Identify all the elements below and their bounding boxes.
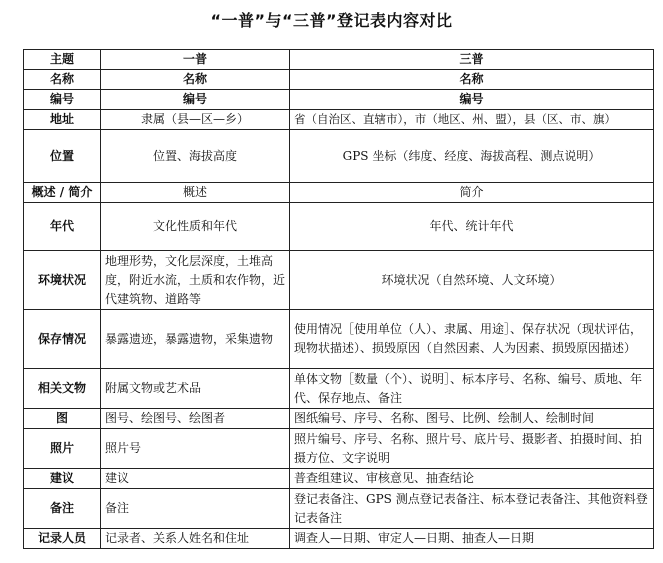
first-census-cell: 照片号	[101, 429, 290, 469]
table-row-address	[24, 110, 654, 130]
third-census-cell: 使用情况［使用单位（人）、隶属、用途］、保存状况（现状评估，现物状描述）、损毁原因（自然因素、人为因素、损毁原因描述）	[290, 310, 654, 369]
third-census-cell: 环境状况（自然环境、人文环境）	[290, 251, 654, 310]
table-row-preservation	[24, 310, 654, 369]
row-label: 备注	[24, 489, 101, 529]
row-label: 位置	[24, 130, 101, 183]
first-census-cell: 暴露遗迹，暴露遗物，采集遗物	[101, 310, 290, 369]
third-census-cell: 单体文物［数量（个）、说明］、标本序号、名称、编号、质地、年代、保存地点、备注	[290, 369, 654, 409]
third-census-cell: 省（自治区、直辖市），市（地区、州、盟），县（区、市、旗）	[290, 110, 654, 130]
table-row-name	[24, 70, 654, 90]
row-label: 概述 / 简介	[24, 183, 101, 203]
row-label: 记录人员	[24, 529, 101, 549]
table-row-location	[24, 130, 654, 183]
third-census-cell: GPS 坐标（纬度、经度、海拔高程、测点说明）	[290, 130, 654, 183]
third-census-cell: 调查人—日期、审定人—日期、抽查人—日期	[290, 529, 654, 549]
first-census-cell: 编号	[101, 90, 290, 110]
table-row-header	[24, 50, 654, 70]
first-census-cell: 位置、海拔高度	[101, 130, 290, 183]
first-census-cell: 概述	[101, 183, 290, 203]
third-census-cell: 图纸编号、序号、名称、图号、比例、绘制人、绘制时间	[290, 409, 654, 429]
row-label: 地址	[24, 110, 101, 130]
row-label: 保存情况	[24, 310, 101, 369]
first-census-cell: 记录者、关系人姓名和住址	[101, 529, 290, 549]
header-topic: 主题	[24, 50, 101, 70]
table-row-related-relics	[24, 369, 654, 409]
third-census-cell: 简介	[290, 183, 654, 203]
header-first-census: 一普	[101, 50, 290, 70]
first-census-cell: 备注	[101, 489, 290, 529]
table-title: “一普”与“三普”登记表内容对比	[210, 11, 453, 30]
table-row-number	[24, 90, 654, 110]
first-census-cell: 隶属（县—区—乡）	[101, 110, 290, 130]
third-census-cell: 编号	[290, 90, 654, 110]
row-label: 环境状况	[24, 251, 101, 310]
header-third-census: 三普	[290, 50, 654, 70]
row-label: 名称	[24, 70, 101, 90]
first-census-cell: 文化性质和年代	[101, 203, 290, 251]
row-label: 年代	[24, 203, 101, 251]
first-census-cell: 附属文物或艺术品	[101, 369, 290, 409]
row-label: 图	[24, 409, 101, 429]
row-label: 照片	[24, 429, 101, 469]
table-row-era	[24, 203, 654, 251]
third-census-cell: 照片编号、序号、名称、照片号、底片号、摄影者、拍摄时间、拍摄方位、文字说明	[290, 429, 654, 469]
table-row-environment	[24, 251, 654, 310]
first-census-cell: 图号、绘图号、绘图者	[101, 409, 290, 429]
row-label: 建议	[24, 469, 101, 489]
table-row-photos	[24, 429, 654, 469]
comparison-table	[23, 49, 654, 549]
row-label: 编号	[24, 90, 101, 110]
table-row-drawings	[24, 409, 654, 429]
table-row-suggestions	[24, 469, 654, 489]
table-row-remarks	[24, 489, 654, 529]
third-census-cell: 普查组建议、审核意见、抽查结论	[290, 469, 654, 489]
first-census-cell: 地理形势，文化层深度，土堆高度，附近水流，土质和农作物，近代建筑物、道路等	[101, 251, 290, 310]
table-row-overview	[24, 183, 654, 203]
third-census-cell: 年代、统计年代	[290, 203, 654, 251]
first-census-cell: 建议	[101, 469, 290, 489]
row-label: 相关文物	[24, 369, 101, 409]
table-row-recorders	[24, 529, 654, 549]
first-census-cell: 名称	[101, 70, 290, 90]
third-census-cell: 登记表备注、GPS 测点登记表备注、标本登记表备注、其他资料登记表备注	[290, 489, 654, 529]
third-census-cell: 名称	[290, 70, 654, 90]
